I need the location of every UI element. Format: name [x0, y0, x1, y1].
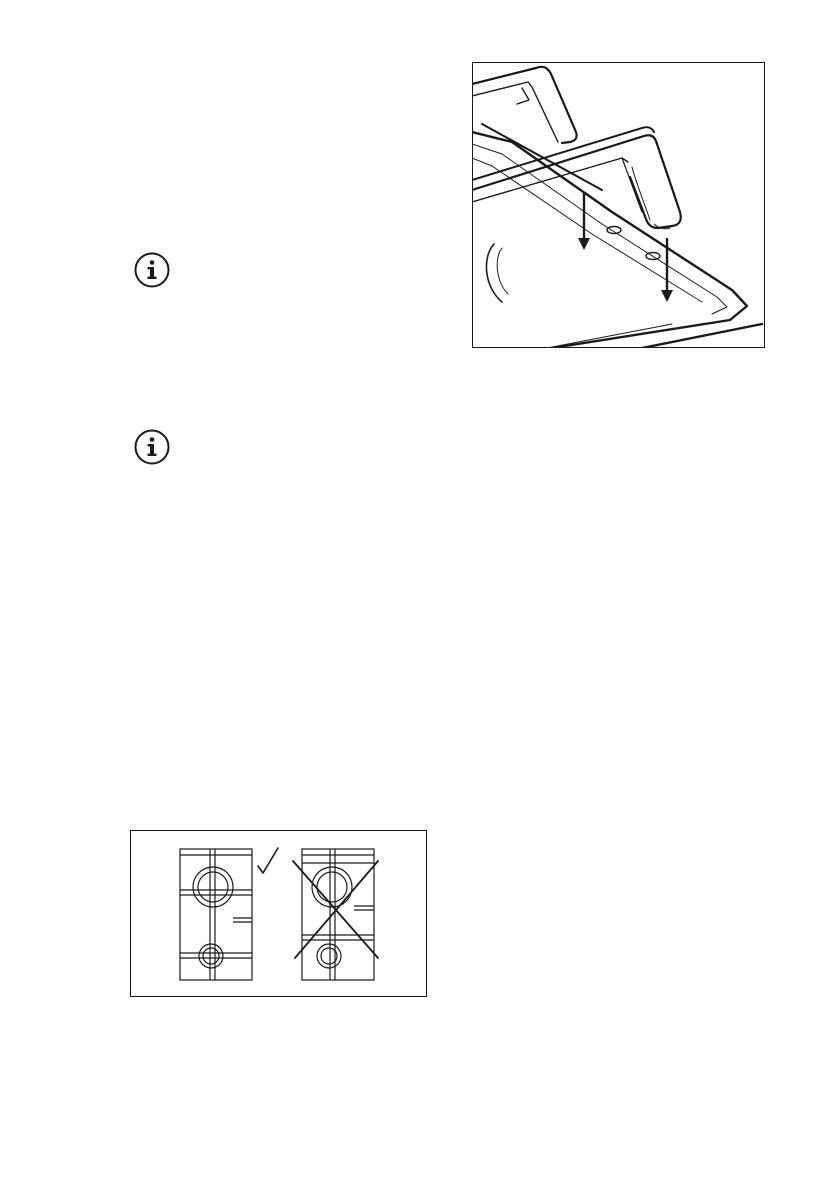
- pan-support-orientation-figure: [130, 830, 427, 997]
- info-icon: [134, 252, 170, 288]
- pan-support-installation-figure: [472, 62, 765, 348]
- info-icon: [134, 429, 170, 465]
